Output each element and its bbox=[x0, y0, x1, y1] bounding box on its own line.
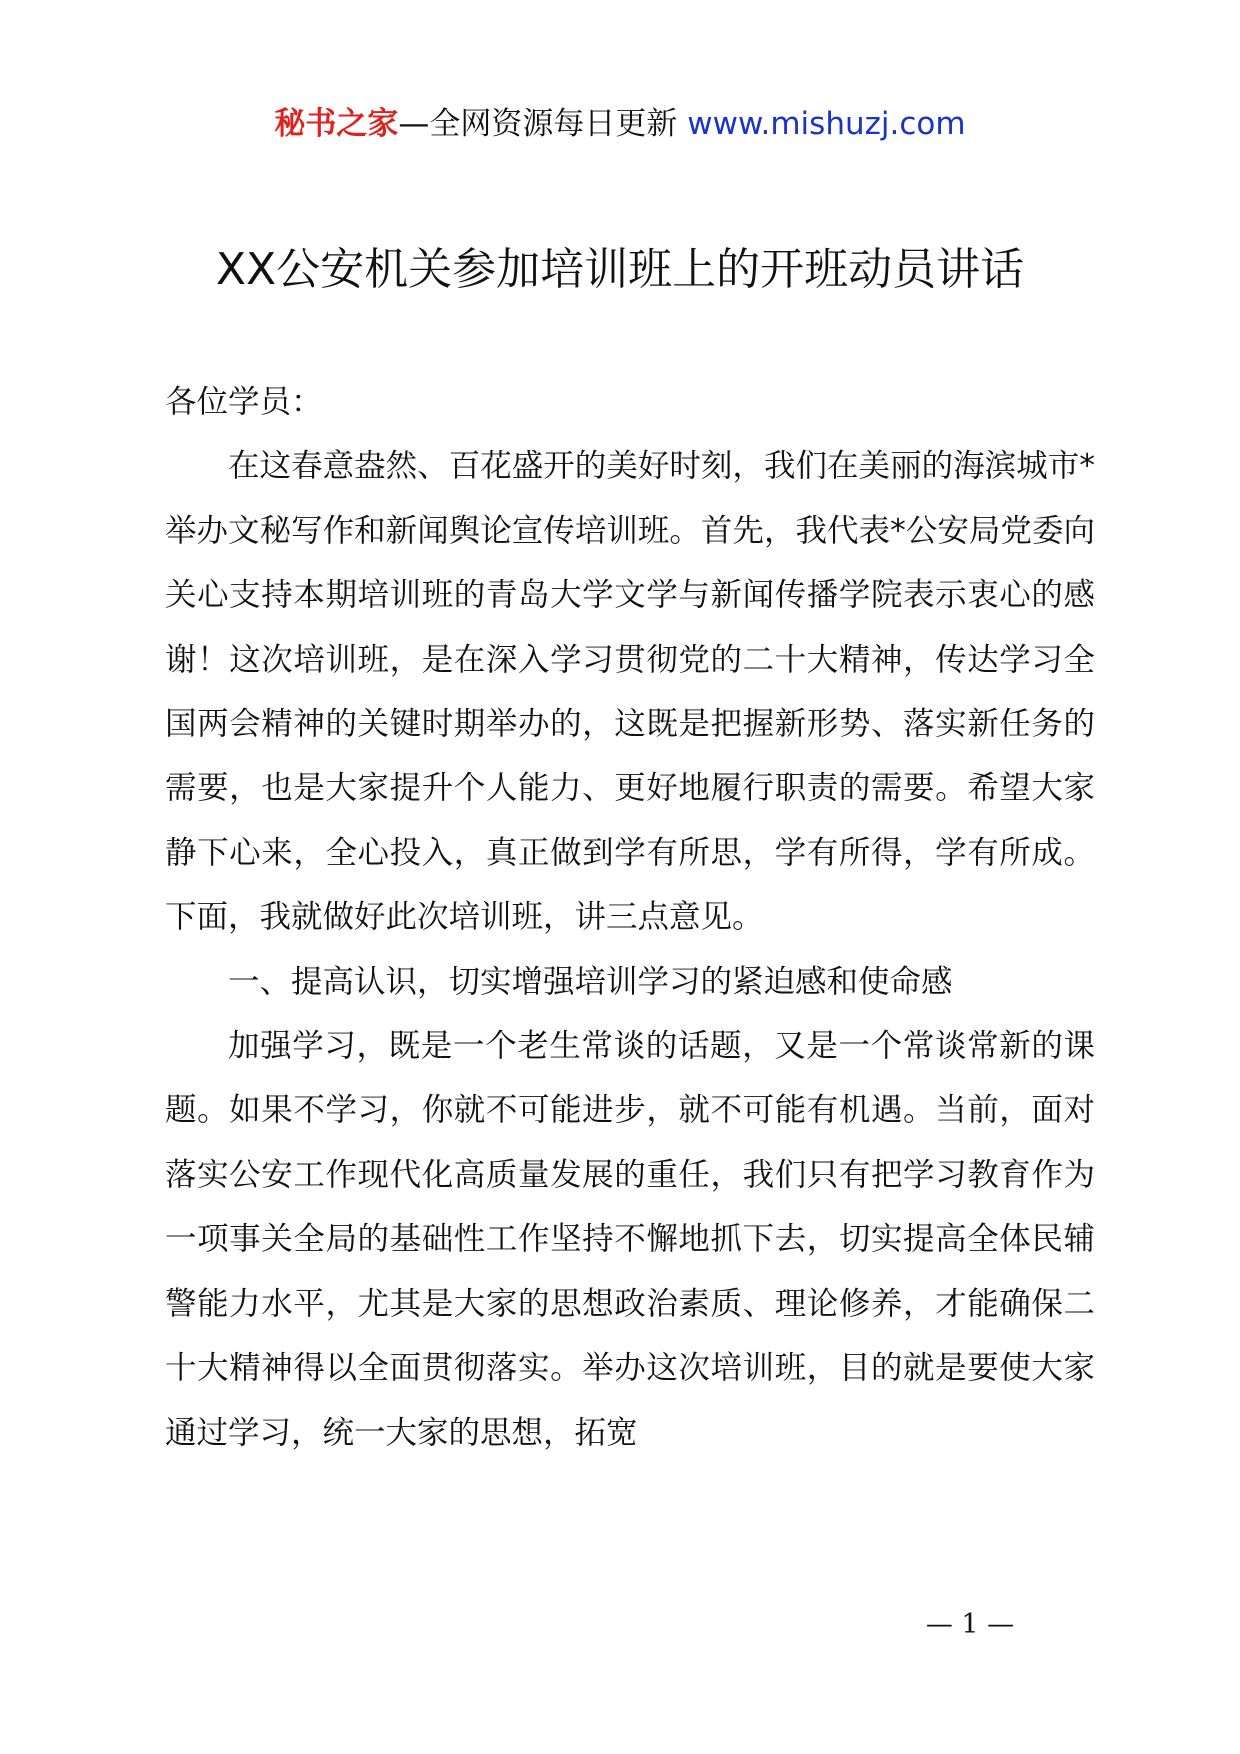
page-number: — 1 — bbox=[925, 1609, 1015, 1640]
body-paragraph: 在这春意盎然、百花盛开的美好时刻，我们在美丽的海滨城市*举办文秘写作和新闻舆论宣传培训班。首先，我代表*公安局党委向关心支持本期培训班的青岛大学文学与新闻传播学院表示衷心的感谢！这次培训班，是在深入学习贯彻党的二十大精神，传达学习全国两会精神的关键时期举办的，这既是把握新形势、落实新任务的需要，也是大家提升个人能力、更好地履行职责的需要。希望大家静下心来，全心投入，真正做到学有所思，学有所得，学有所成。下面，我就做好此次培训班，讲三点意见。 bbox=[165, 448, 1095, 936]
body-paragraph: 加强学习，既是一个老生常谈的话题，又是一个常谈常新的课题。如果不学习，你就不可能进步，就不可能有机遇。当前，面对落实公安工作现代化高质量发展的重任，我们只有把学习教育作为一项事关全局的基础性工作坚持不懈地抓下去，切实提高全体民辅警能力水平，尤其是大家的思想政治素质、理论修养，才能确保二十大精神得以全面贯彻落实。举办这次培训班，目的就是要使大家通过学习，统一大家的思想，拓宽 bbox=[165, 1028, 1095, 1451]
section-heading: 一、提高认识，切实增强培训学习的紧迫感和使命感 bbox=[228, 963, 953, 1000]
brand-name: 秘书之家 bbox=[274, 106, 399, 142]
site-header bbox=[0, 102, 1240, 146]
site-url-link[interactable]: www.mishuzj.com bbox=[687, 106, 966, 142]
document-body bbox=[165, 370, 1095, 1465]
document-title: XX公安机关参加培训班上的开班动员讲话 bbox=[215, 244, 1025, 295]
header-tagline: —全网资源每日更新 bbox=[398, 106, 678, 142]
salutation: 各位学员： bbox=[165, 384, 323, 420]
